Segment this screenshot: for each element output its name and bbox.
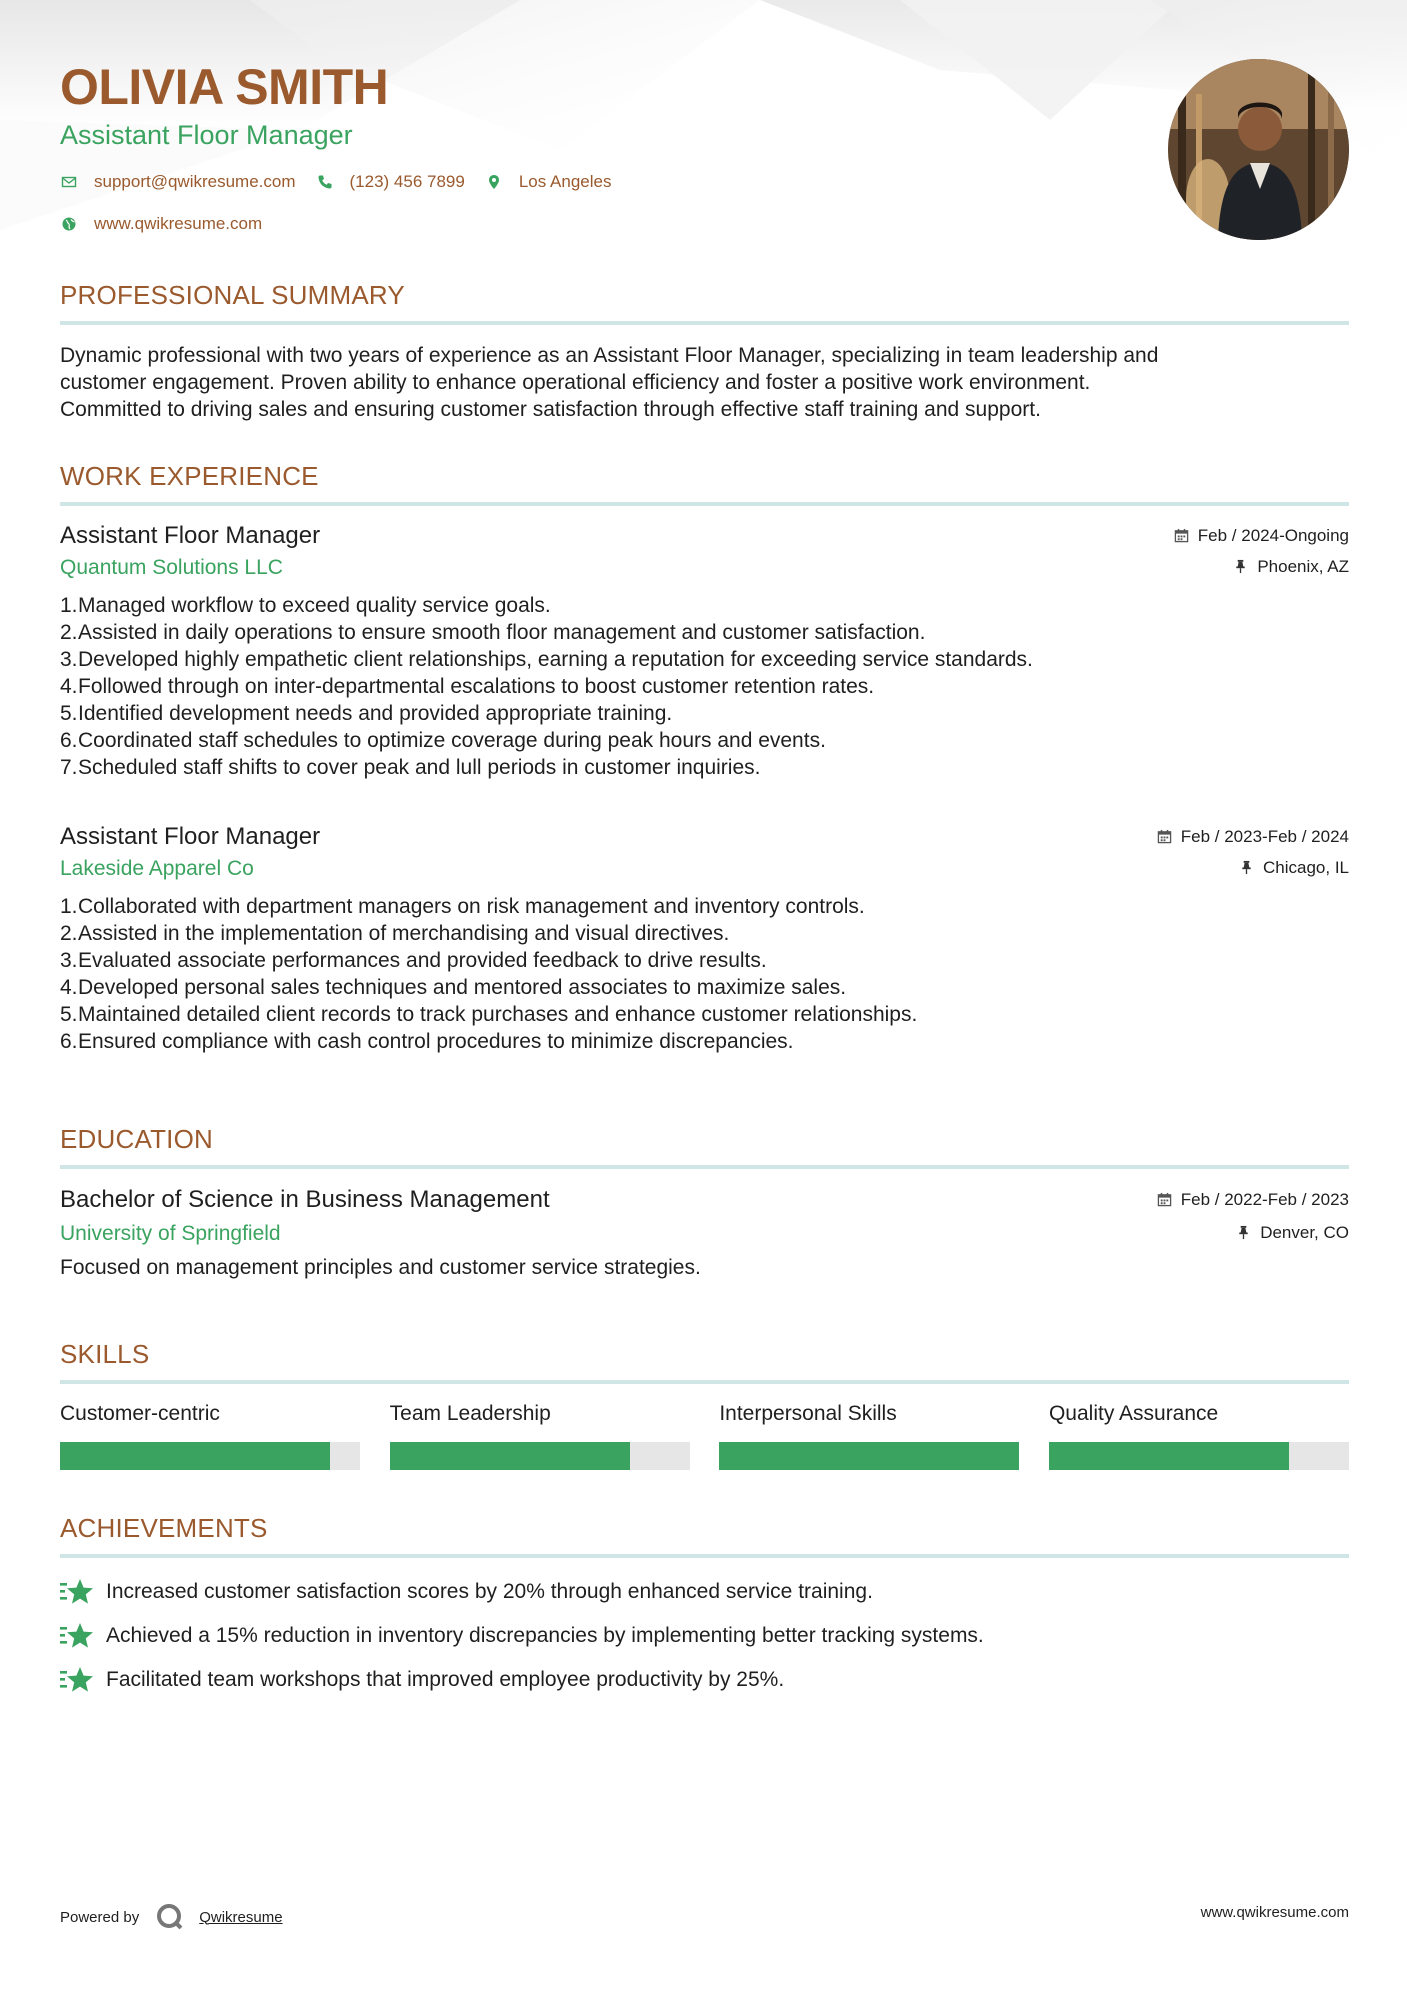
website-link[interactable]: www.qwikresume.com <box>94 214 263 233</box>
footer-brand-link[interactable]: Qwikresume <box>199 1908 283 1926</box>
degree-title: Bachelor of Science in Business Management <box>60 1186 550 1213</box>
powered-by-label: Powered by <box>60 1908 140 1926</box>
contact-row-website <box>60 214 282 234</box>
candidate-name: OLIVIA SMITH <box>60 59 389 115</box>
job-bullet: 1. Collaborated with department managers on risk management and inventory controls. <box>60 895 865 918</box>
skills-list <box>60 1402 1349 1470</box>
job-location <box>1239 858 1349 878</box>
job-bullet: 7. Scheduled staff shifts to cover peak and lull periods in customer inquiries. <box>60 756 761 779</box>
trophy-star-icon <box>60 1665 94 1695</box>
profile-photo <box>1168 59 1349 240</box>
globe-icon <box>60 215 78 233</box>
job-bullet: 6. Coordinated staff schedules to optimize coverage during peak hours and events. <box>60 729 826 752</box>
skill-item <box>390 1402 690 1470</box>
job-bullet: 4. Followed through on inter-departmental escalations to boost customer retention rates. <box>60 675 875 698</box>
skill-bar-fill <box>390 1442 630 1470</box>
footer-website-link[interactable]: www.qwikresume.com <box>1200 1904 1349 1921</box>
education-description: Focused on management principles and customer service strategies. <box>60 1256 701 1279</box>
skill-bar-fill <box>719 1442 1019 1470</box>
skill-bar <box>60 1442 360 1470</box>
skill-name: Interpersonal Skills <box>719 1402 897 1425</box>
education-dates <box>1157 1190 1349 1210</box>
education-heading: EDUCATION <box>60 1124 213 1154</box>
achievement-item <box>60 1658 1349 1702</box>
skill-name: Quality Assurance <box>1048 1402 1219 1425</box>
map-marker-icon <box>485 173 503 191</box>
calendar-icon <box>1157 1192 1172 1207</box>
envelope-icon <box>60 173 78 191</box>
job-bullet: 6. Ensured compliance with cash control procedures to minimize discrepancies. <box>60 1030 794 1053</box>
education-location <box>1236 1223 1349 1243</box>
section-divider <box>60 1554 1349 1558</box>
skill-item <box>60 1402 360 1470</box>
contact-row <box>60 172 631 192</box>
job-bullet: 2. Assisted in daily operations to ensure smooth floor management and customer satisfaction. <box>60 621 926 644</box>
footer-powered-by <box>60 1902 283 1932</box>
profile-photo-illustration <box>1168 59 1349 240</box>
skill-bar-fill <box>1049 1442 1289 1470</box>
job-bullet: 3. Developed highly empathetic client relationships, earning a reputation for exceeding service standards. <box>60 648 1033 671</box>
education-dates-text: Feb / 2022-Feb / 2023 <box>1180 1189 1349 1209</box>
job-bullet: 5. Maintained detailed client records to track purchases and enhance customer relationships. <box>60 1003 918 1026</box>
achievement-text: Increased customer satisfaction scores by 20% through enhanced service training. <box>106 1580 873 1603</box>
summary-line: Committed to driving sales and ensuring customer satisfaction through effective staff training and support. <box>60 398 1041 421</box>
candidate-title: Assistant Floor Manager <box>60 120 353 150</box>
achievements-heading: ACHIEVEMENTS <box>60 1513 268 1543</box>
summary-line: Dynamic professional with two years of experience as an Assistant Floor Manager, specializing in team leadership and <box>60 344 1159 367</box>
job-location-text: Phoenix, AZ <box>1257 556 1349 576</box>
skill-bar-fill <box>60 1442 330 1470</box>
experience-heading: WORK EXPERIENCE <box>60 461 319 491</box>
phone-icon <box>316 173 334 191</box>
job-company: Lakeside Apparel Co <box>60 857 254 880</box>
skills-heading: SKILLS <box>60 1339 150 1369</box>
trophy-star-icon <box>60 1577 94 1607</box>
summary-line: customer engagement. Proven ability to enhance operational efficiency and foster a positive work environment. <box>60 371 1091 394</box>
achievements-list <box>60 1570 1349 1702</box>
job-bullet: 2. Assisted in the implementation of merchandising and visual directives. <box>60 922 730 945</box>
job-dates <box>1174 526 1349 546</box>
job-entry <box>60 823 1349 1055</box>
skill-name: Customer-centric <box>60 1402 220 1425</box>
summary-heading: PROFESSIONAL SUMMARY <box>60 280 405 310</box>
summary-section <box>60 280 1349 423</box>
job-bullet: 5. Identified development needs and provided appropriate training. <box>60 702 673 725</box>
skill-item <box>1049 1402 1349 1470</box>
skill-bar <box>719 1442 1019 1470</box>
job-bullet: 4. Developed personal sales techniques and mentored associates to maximize sales. <box>60 976 847 999</box>
achievement-item <box>60 1570 1349 1614</box>
job-entry <box>60 522 1349 781</box>
job-company: Quantum Solutions LLC <box>60 556 283 579</box>
pushpin-icon <box>1233 559 1248 574</box>
pushpin-icon <box>1236 1225 1251 1240</box>
trophy-star-icon <box>60 1621 94 1651</box>
job-dates <box>1157 827 1349 847</box>
section-divider <box>60 502 1349 506</box>
calendar-icon <box>1157 829 1172 844</box>
pushpin-icon <box>1239 860 1254 875</box>
job-role: Assistant Floor Manager <box>60 522 321 549</box>
education-entry <box>60 1186 1349 1281</box>
achievements-section <box>60 1513 1349 1702</box>
school-name: University of Springfield <box>60 1222 281 1245</box>
skill-bar <box>1049 1442 1349 1470</box>
job-location <box>1233 557 1349 577</box>
qwikresume-logo-icon <box>155 1902 185 1932</box>
job-dates-text: Feb / 2024-Ongoing <box>1197 525 1349 545</box>
section-divider <box>60 1165 1349 1169</box>
job-bullet: 3. Evaluated associate performances and provided feedback to drive results. <box>60 949 767 972</box>
education-location-text: Denver, CO <box>1260 1222 1349 1242</box>
skill-name: Team Leadership <box>389 1402 551 1425</box>
calendar-icon <box>1174 528 1189 543</box>
job-dates-text: Feb / 2023-Feb / 2024 <box>1180 826 1349 846</box>
job-bullet-list <box>60 592 1349 781</box>
job-bullet: 1. Managed workflow to exceed quality service goals. <box>60 594 551 617</box>
skills-section <box>60 1339 1349 1470</box>
section-divider <box>60 321 1349 325</box>
skill-item <box>719 1402 1019 1470</box>
job-bullet-list <box>60 893 1349 1055</box>
location-text: Los Angeles <box>518 172 612 191</box>
section-divider <box>60 1380 1349 1384</box>
experience-section <box>60 461 1349 506</box>
achievement-text: Facilitated team workshops that improved employee productivity by 25%. <box>106 1668 785 1691</box>
job-location-text: Chicago, IL <box>1263 857 1349 877</box>
job-role: Assistant Floor Manager <box>60 823 321 850</box>
achievement-text: Achieved a 15% reduction in inventory discrepancies by implementing better tracking systems. <box>106 1624 984 1647</box>
summary-text <box>60 342 1349 423</box>
achievement-item <box>60 1614 1349 1658</box>
phone-number: (123) 456 7899 <box>349 172 465 191</box>
skill-bar <box>390 1442 690 1470</box>
education-section <box>60 1124 1349 1169</box>
email-link[interactable]: support@qwikresume.com <box>94 172 296 191</box>
